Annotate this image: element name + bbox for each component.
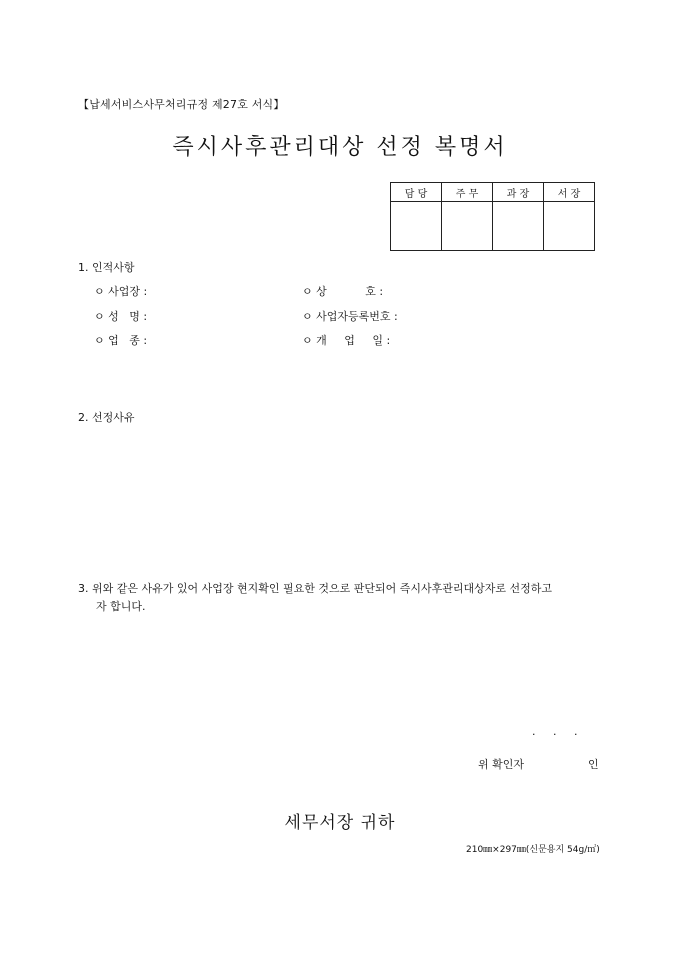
approval-sign-box[interactable] xyxy=(544,202,595,251)
addressee: 세무서장 귀하 xyxy=(284,813,396,833)
field-name: ㅇ 성 명 : xyxy=(94,310,148,323)
approval-sign-box[interactable] xyxy=(391,202,442,251)
approval-header-director: 서 장 xyxy=(544,183,595,202)
field-business-place: ㅇ 사업장 : xyxy=(94,285,148,298)
seal-mark: 인 xyxy=(588,758,599,771)
field-trade-name: ㅇ 상 호 : xyxy=(302,285,384,298)
document-title: 즉시사후관리대상 선정 복명서 xyxy=(172,135,508,160)
date-line: . . . xyxy=(532,725,578,738)
section-heading-personal-info: 1. 인적사항 xyxy=(78,261,135,274)
approval-header-staff: 담 당 xyxy=(391,183,442,202)
confirmer-label: 위 확인자 xyxy=(478,758,525,771)
form-reference: 【납세서비스사무처리규정 제27호 서식】 xyxy=(78,98,285,111)
statement-line-1: 3. 위와 같은 사유가 있어 사업장 현지확인 필요한 것으로 판단되어 즉시사후관리대상자로 선정하고 xyxy=(78,582,552,595)
approval-table xyxy=(390,182,595,251)
approval-sign-box[interactable] xyxy=(442,202,493,251)
section-statement xyxy=(78,580,608,616)
statement-line-2: 자 합니다. xyxy=(96,600,146,613)
paper-spec: 210㎜×297㎜(신문용지 54g/㎡) xyxy=(466,845,600,855)
approval-header-section-head: 과 장 xyxy=(493,183,544,202)
section-heading-selection-reason: 2. 선정사유 xyxy=(78,411,135,424)
field-opening-date: ㅇ 개 업 일 : xyxy=(302,334,391,347)
field-registration-number: ㅇ 사업자등록번호 : xyxy=(302,310,398,323)
approval-sign-box[interactable] xyxy=(493,202,544,251)
approval-header-chief: 주 무 xyxy=(442,183,493,202)
field-business-type: ㅇ 업 종 : xyxy=(94,334,148,347)
